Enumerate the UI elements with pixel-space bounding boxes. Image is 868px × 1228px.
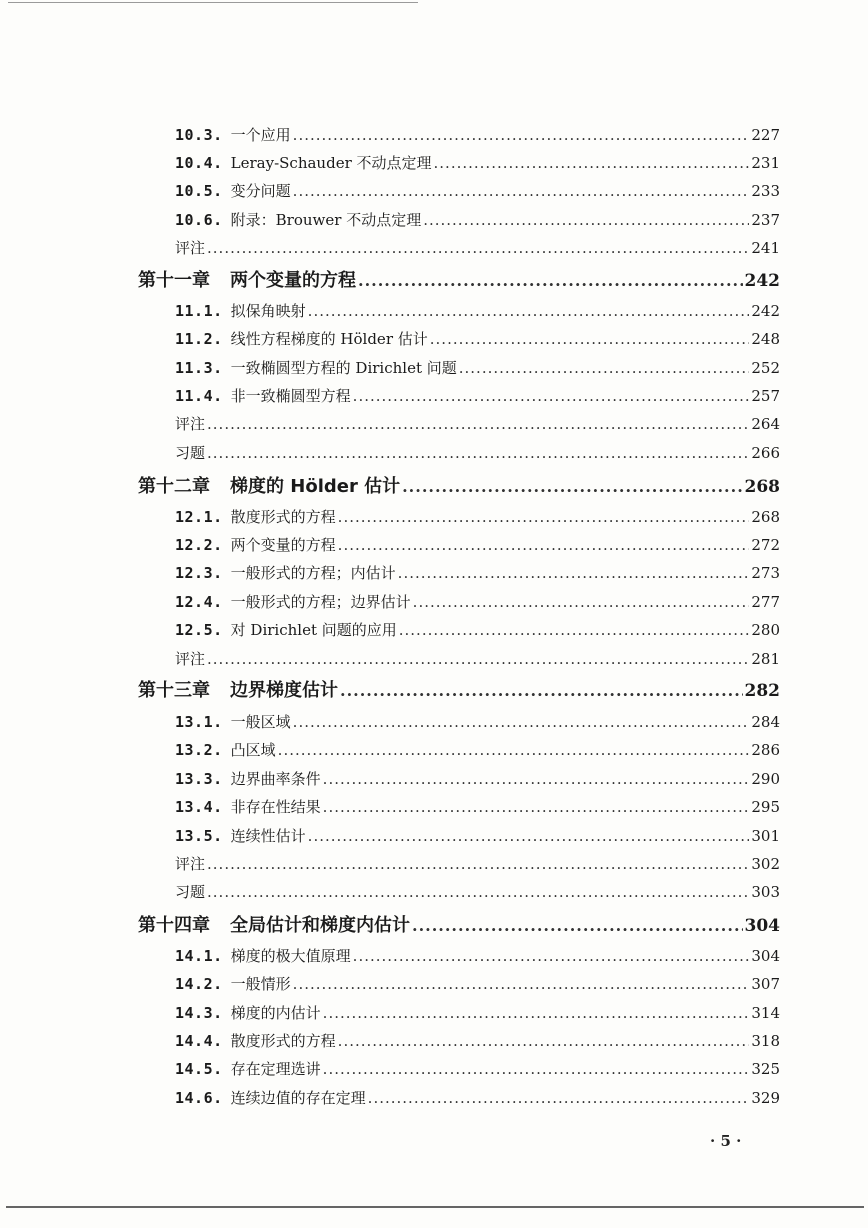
- toc-entry-row: [175, 300, 780, 324]
- section-title: 梯度的极大值原理: [230, 947, 351, 965]
- leader-dots: [207, 855, 749, 873]
- section-number: 12.3.: [175, 564, 223, 582]
- page-ref: 286: [751, 741, 780, 759]
- page-ref: 272: [751, 536, 780, 554]
- leader-dots: [323, 1004, 750, 1022]
- section-title: 附录：Brouwer 不动点定理: [230, 211, 422, 229]
- section-number: 13.4.: [175, 798, 223, 816]
- chapter-number: 第十二章: [138, 476, 210, 497]
- leader-dots: [278, 741, 750, 759]
- page-ref: 301: [751, 827, 780, 845]
- page-ref: 268: [751, 508, 780, 526]
- section-title: 对 Dirichlet 问题的应用: [230, 621, 397, 639]
- section-title: 散度形式的方程: [230, 508, 336, 526]
- section-number: 13.5.: [175, 827, 223, 845]
- page-ref: 273: [751, 564, 780, 582]
- section-title: 梯度的内估计: [230, 1004, 321, 1022]
- page-ref: 231: [751, 154, 780, 172]
- section-title: 非一致椭圆型方程: [230, 387, 351, 405]
- page-ref: 252: [751, 359, 780, 377]
- page-ref: 304: [744, 916, 780, 936]
- toc-entry-row: [175, 534, 780, 558]
- section-title: 一致椭圆型方程的 Dirichlet 问题: [230, 359, 457, 377]
- section-title: 一般区域: [230, 713, 291, 731]
- toc-entry-row: [175, 1030, 780, 1054]
- toc-entry-row: [175, 180, 780, 204]
- section-title: 习题: [175, 444, 206, 462]
- bottom-rule: [6, 1206, 864, 1208]
- leader-dots: [323, 770, 750, 788]
- leader-dots: [207, 444, 749, 462]
- section-number: 10.3.: [175, 126, 223, 144]
- section-number: 14.5.: [175, 1060, 223, 1078]
- leader-dots: [340, 681, 743, 700]
- leader-dots: [412, 916, 743, 935]
- toc-entry-row: [175, 711, 780, 735]
- section-number: 14.1.: [175, 947, 223, 965]
- leader-dots: [434, 154, 750, 172]
- leader-dots: [399, 621, 750, 639]
- section-title: 非存在性结果: [230, 798, 321, 816]
- section-number: 12.4.: [175, 593, 223, 611]
- section-title: 一个应用: [230, 126, 291, 144]
- leader-dots: [353, 387, 750, 405]
- toc-entry-row: [175, 506, 780, 530]
- section-number: 11.2.: [175, 330, 223, 348]
- chapter-title: 边界梯度估计: [230, 680, 338, 701]
- section-title: 拟保角映射: [230, 302, 306, 320]
- section-number: 10.4.: [175, 154, 223, 172]
- toc-entry-row: [175, 1087, 780, 1111]
- leader-dots: [207, 239, 749, 257]
- section-number: 11.1.: [175, 302, 223, 320]
- page-ref: 281: [751, 650, 780, 668]
- section-number: 12.1.: [175, 508, 223, 526]
- section-title: 变分问题: [230, 182, 291, 200]
- toc-entry-row: [175, 124, 780, 148]
- toc-entry-row: [175, 152, 780, 176]
- leader-dots: [423, 211, 749, 229]
- page-ref: 241: [751, 239, 780, 257]
- page-ref: 242: [744, 271, 780, 291]
- section-title: 评注: [175, 855, 206, 873]
- section-number: 14.6.: [175, 1089, 223, 1107]
- section-title: 评注: [175, 650, 206, 668]
- page-ref: 266: [751, 444, 780, 462]
- toc-chapter-row: [138, 266, 780, 294]
- section-number: 14.2.: [175, 975, 223, 993]
- section-title: 边界曲率条件: [230, 770, 321, 788]
- toc-entry-row: [175, 881, 780, 905]
- section-number: 13.2.: [175, 741, 223, 759]
- page-ref: 280: [751, 621, 780, 639]
- page-ref: 290: [751, 770, 780, 788]
- toc-entry-row: [175, 442, 780, 466]
- page-ref: 237: [751, 211, 780, 229]
- chapter-title: 全局估计和梯度内估计: [230, 915, 410, 936]
- section-number: 12.2.: [175, 536, 223, 554]
- leader-dots: [402, 477, 742, 496]
- leader-dots: [293, 126, 750, 144]
- leader-dots: [338, 536, 750, 554]
- page-ref: 268: [744, 477, 780, 497]
- section-title: 评注: [175, 415, 206, 433]
- leader-dots: [293, 182, 750, 200]
- section-number: 13.3.: [175, 770, 223, 788]
- section-title: 凸区域: [230, 741, 276, 759]
- section-number: 12.5.: [175, 621, 223, 639]
- section-title: 习题: [175, 883, 206, 901]
- leader-dots: [323, 1060, 750, 1078]
- toc-chapter-row: [138, 472, 780, 500]
- page-ref: 257: [751, 387, 780, 405]
- page-ref: 264: [751, 415, 780, 433]
- toc-entry-row: [175, 825, 780, 849]
- section-number: 10.5.: [175, 182, 223, 200]
- page-ref: 248: [751, 330, 780, 348]
- toc-entry-row: [175, 619, 780, 643]
- section-number: 14.4.: [175, 1032, 223, 1050]
- toc-entry-row: [175, 562, 780, 586]
- toc-entry-row: [175, 357, 780, 381]
- section-title: 评注: [175, 239, 206, 257]
- toc-entry-row: [175, 739, 780, 763]
- section-title: 存在定理选讲: [230, 1060, 321, 1078]
- leader-dots: [398, 564, 750, 582]
- page-ref: 295: [751, 798, 780, 816]
- page-ref: 304: [751, 947, 780, 965]
- toc-entry-row: [175, 648, 780, 672]
- page-number: · 5 ·: [710, 1132, 742, 1150]
- section-title: 一般形式的方程；内估计: [230, 564, 396, 582]
- page-ref: 303: [751, 883, 780, 901]
- toc-entry-row: [175, 768, 780, 792]
- toc-entry-row: [175, 328, 780, 352]
- page-ref: 318: [751, 1032, 780, 1050]
- leader-dots: [308, 827, 750, 845]
- toc-entry-row: [175, 973, 780, 997]
- chapter-number: 第十四章: [138, 915, 210, 936]
- leader-dots: [293, 975, 750, 993]
- toc-entry-row: [175, 796, 780, 820]
- toc-entry-row: [175, 853, 780, 877]
- section-number: 10.6.: [175, 211, 223, 229]
- leader-dots: [353, 947, 750, 965]
- page-ref: 284: [751, 713, 780, 731]
- page-ref: 282: [744, 681, 780, 701]
- leader-dots: [293, 713, 750, 731]
- section-title: 连续边值的存在定理: [230, 1089, 366, 1107]
- leader-dots: [207, 415, 749, 433]
- section-number: 14.3.: [175, 1004, 223, 1022]
- leader-dots: [413, 593, 750, 611]
- page-ref: 314: [751, 1004, 780, 1022]
- toc-entry-row: [175, 591, 780, 615]
- page-ref: 227: [751, 126, 780, 144]
- chapter-number: 第十一章: [138, 270, 210, 291]
- chapter-number: 第十三章: [138, 680, 210, 701]
- section-title: 两个变量的方程: [230, 536, 336, 554]
- section-title: Leray-Schauder 不动点定理: [230, 154, 432, 172]
- toc-entry-row: [175, 413, 780, 437]
- toc-entry-row: [175, 1058, 780, 1082]
- leader-dots: [308, 302, 750, 320]
- toc-chapter-row: [138, 911, 780, 939]
- toc-entry-row: [175, 945, 780, 969]
- toc-entry-row: [175, 385, 780, 409]
- toc-entry-row: [175, 1002, 780, 1026]
- chapter-title: 两个变量的方程: [230, 270, 356, 291]
- section-number: 13.1.: [175, 713, 223, 731]
- leader-dots: [207, 883, 749, 901]
- page-ref: 242: [751, 302, 780, 320]
- leader-dots: [207, 650, 749, 668]
- section-title: 线性方程梯度的 Hölder 估计: [230, 330, 428, 348]
- section-title: 一般情形: [230, 975, 291, 993]
- page-ref: 307: [751, 975, 780, 993]
- page-ref: 329: [751, 1089, 780, 1107]
- page-ref: 233: [751, 182, 780, 200]
- section-title: 连续性估计: [230, 827, 306, 845]
- page-ref: 277: [751, 593, 780, 611]
- leader-dots: [430, 330, 750, 348]
- leader-dots: [358, 271, 743, 290]
- leader-dots: [323, 798, 750, 816]
- chapter-title: 梯度的 Hölder 估计: [230, 476, 401, 497]
- section-title: 一般形式的方程；边界估计: [230, 593, 411, 611]
- page-ref: 302: [751, 855, 780, 873]
- section-title: 散度形式的方程: [230, 1032, 336, 1050]
- section-number: 11.3.: [175, 359, 223, 377]
- leader-dots: [338, 1032, 750, 1050]
- section-number: 11.4.: [175, 387, 223, 405]
- toc-chapter-row: [138, 676, 780, 704]
- page-ref: 325: [751, 1060, 780, 1078]
- leader-dots: [459, 359, 750, 377]
- toc-entry-row: [175, 237, 780, 261]
- leader-dots: [368, 1089, 750, 1107]
- leader-dots: [338, 508, 750, 526]
- toc-entry-row: [175, 209, 780, 233]
